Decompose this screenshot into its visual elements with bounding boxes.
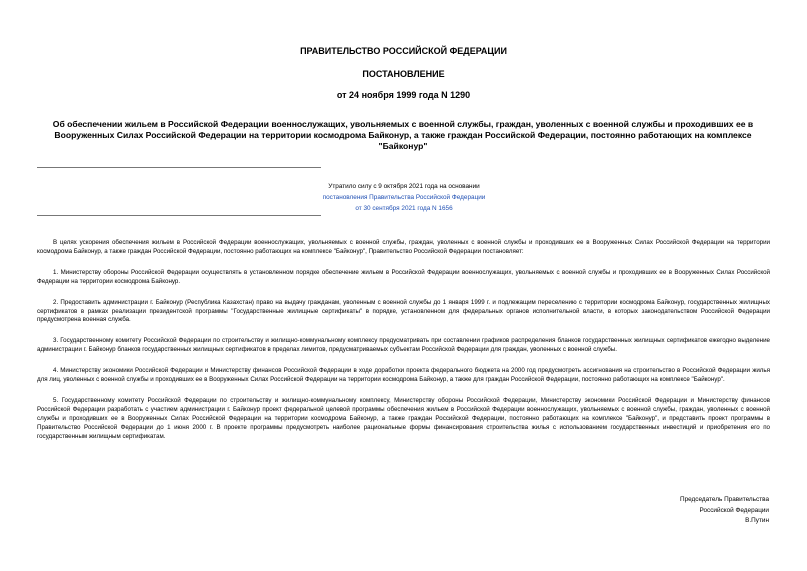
document-date-number: от 24 ноября 1999 года N 1290 [336,90,471,100]
paragraph-1: 1. Министерству обороны Российской Федерации осуществлять в установленном порядке обеспечение жильем в Российской Федерации военнослужащих, увольняемых с военной службы и проходивших ее в Вооруженных Силах Российской Федерации на территории космодрома Байконур. [37,268,770,285]
repeal-link-line-2[interactable]: от 30 сентября 2021 года N 1656 [355,205,453,212]
signature-block [560,495,769,527]
divider-top [37,167,321,168]
paragraph-preamble: В целях ускорения обеспечения жильем в Российской Федерации военнослужащих, увольняемых с военной службы, граждан, уволенных с военной службы и проходивших ее в Вооруженных Силах Российской Федерации на территории космодрома Байконур, а также граждан Российской Федерации, постоянно работающих на комплексе "Байконур", Правительство Российской Федерации постановляет: [37,239,770,255]
issuer-heading: ПРАВИТЕЛЬСТВО РОССИЙСКОЙ ФЕДЕРАЦИИ [300,46,507,56]
divider-bottom [37,215,321,216]
signatory-position: Председатель Правительства [680,496,769,503]
paragraph-3: 3. Государственному комитету Российской Федерации по строительству и жилищно-коммунальному комплексу предусматривать при составлении графиков распределения бланков государственных жилищных сертификатов ежегодно выделение администрации г. Байконур бланков государственных жилищных сертификатов в пределах лимитов, предусматриваемых субъектам Российской Федерации для граждан, уволенных с военной службы. [37,337,770,354]
paragraph-4: 4. Министерству экономики Российской Федерации и Министерству финансов Российской Федерации в ходе доработки проекта федерального бюджета на 2000 год предусмотреть ассигнования на строительство в Российской Федерации жилья для лиц, уволенных с военной службы и проходивших ее в Вооруженных Силах Российской Федерации на территории космодрома Байконур, а также для граждан Российской Федерации, постоянно работающих на комплексе "Байконур". [37,367,770,384]
repeal-link-line-1[interactable]: постановления Правительства Российской Федерации [322,194,486,201]
repeal-note-text: Утратило силу с 9 октября 2021 года на основании [328,183,480,190]
signatory-organization: Российской Федерации [699,506,769,514]
document-body [37,239,770,454]
document-title: Об обеспечении жильем в Российской Федерации военнослужащих, увольняемых с военной службы, граждан, уволенных с военной службы и проходивших ее в Вооруженных Силах Российской Федерации на территории космодрома Байконур, а также граждан Российской Федерации, постоянно работающих на комплексе "Байконур" [52,119,754,151]
signatory-name: В.Путин [745,517,769,524]
document-kind: ПОСТАНОВЛЕНИЕ [362,69,445,79]
paragraph-5: 5. Государственному комитету Российской Федерации по строительству и жилищно-коммунальному комплексу, Министерству обороны Российской Федерации, Министерству экономики Российской Федерации и Министерству финансов Российской Федерации разработать с участием администрации г. Байконур проект федеральной целевой программы обеспечения жильем в Российской Федерации военнослужащих, увольняемых с военной службы, граждан, уволенных с военной службы и проходивших ее в Вооруженных Силах Российской Федерации на территории космодрома Байконур, а также граждан Российской Федерации, постоянно работающих на комплексе "Байконур", и представить проект программы в Правительство Российской Федерации до 1 июня 2000 г. В проекте программы предусмотреть наиболее рациональные формы финансирования строительства жилья с использованием государственных инвестиций и приобретения его по государственным жилищным сертификатам. [37,396,770,440]
paragraph-2: 2. Предоставить администрации г. Байконур (Республика Казахстан) право на выдачу гражданам, уволенным с военной службы до 1 января 1999 г. и подлежащим переселению с территории космодрома Байконур, государственных жилищных сертификатов в рамках реализации президентской программы "Государственные жилищные сертификаты" в порядке, установленном для федеральных органов исполнительной власти, в которых законодательством Российской Федерации предусмотрена военная служба. [37,298,770,324]
repeal-note [244,181,564,214]
